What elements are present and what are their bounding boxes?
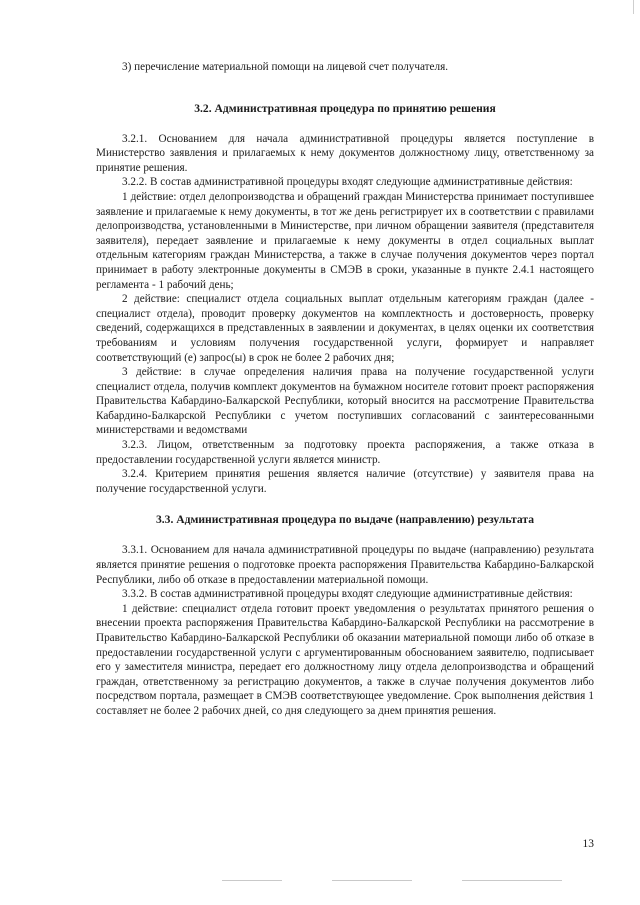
footer-rule-center	[332, 880, 412, 881]
paragraph-3-3-2: 3.3.2. В состав административной процедуры входят следующие административные действия:	[122, 588, 573, 601]
paragraph-3-2-2: 3.2.2. В состав административной процедуры входят следующие административные действия:	[122, 176, 573, 189]
footer-rule-right	[462, 880, 562, 881]
paragraph-3-3-action-1: 1 действие: специалист отдела готовит проект уведомления о результатах принятого решения о внесении проекта распоряжения Правительства Кабардино-Балкарской Республики на рассмотрение в Правительство Кабардино-Балкарской Республики об оказании материальной помощи либо об отказе в предоставлении государственной услуги с аргументированным обоснованием заявителю, подписывает его у заместителя министра, передает его должностному лицу отдела делопроизводства и обращений граждан, ответственному за регистрацию документов, а также в случае получения документов либо посредством портала, размещает в СМЭВ соответствующее уведомление. Срок выполнения действия 1 составляет не более 2 рабочих дней, со дня следующего за днем принятия решения.	[96, 602, 594, 717]
section-3-2-title: 3.2. Административная процедура по принятию решения	[194, 101, 496, 115]
section-3-3-title: 3.3. Административная процедура по выдаче (направлению) результата	[155, 513, 535, 527]
page-number: 13	[582, 838, 594, 850]
paragraph-3-2-4: 3.2.4. Критерием принятия решения является наличие (отсутствие) у заявителя права на получение государственной услуги.	[96, 468, 594, 495]
paragraph-3-2-1: 3.2.1. Основанием для начала административной процедуры является поступление в Министерство заявления и прилагаемых к нему документов должностному лицу, ответственному за принятие решения.	[96, 132, 594, 174]
paragraph-3-3-1: 3.3.1. Основанием для начала административной процедуры по выдаче (направлению) результата является принятие решения о подготовке проекта распоряжения Правительства Кабардино-Балкарской Республики, либо об отказе в предоставлении материальной помощи.	[96, 544, 594, 586]
document-body	[96, 60, 594, 719]
paragraph-action-2: 2 действие: специалист отдела социальных выплат отдельным категориям граждан (далее - специалист отдела), проводит проверку документов на комплектность и достоверность, проверку сведений, содержащихся в представленных в заявлении и документах, в целях оценки их соответствия требованиям и условиям получения государственной услуги, формирует и направляет соответствующий (е) запрос(ы) в срок не более 2 рабочих дня;	[96, 293, 594, 364]
paragraph-action-3: 3 действие: в случае определения наличия права на получение государственной услуги специалист отдела, получив комплект документов на бумажном носителе готовит проект распоряжения Правительства Кабардино-Балкарской Республики, который вносится на рассмотрение Правительства Кабардино-Балкарской Республики с учетом поступивших согласований с заинтересованными министерствами и ведомствами	[96, 366, 594, 437]
footer-rule-left	[222, 880, 282, 881]
intro-list-item: 3) перечисление материальной помощи на лицевой счет получателя.	[122, 61, 449, 73]
scan-edge-mark	[633, 0, 634, 14]
paragraph-action-1: 1 действие: отдел делопроизводства и обращений граждан Министерства принимает поступившее заявление и прилагаемые к нему документы, в тот же день регистрирует их в соответствии с правилами делопроизводства, установленными в Министерстве, при личном обращении заявителя (представителя заявителя), передает заявление и прилагаемые к нему документы в отдел социальных выплат отдельным категориям граждан Министерства, а также в случае получения документов через портал принимает в работу электронные документы в СМЭВ в сроки, указанные в пункте 2.4.1 настоящего регламента - 1 рабочий день;	[96, 190, 594, 291]
paragraph-3-2-3: 3.2.3. Лицом, ответственным за подготовку проекта распоряжения, а также отказа в предоставлении государственной услуги является министр.	[96, 439, 594, 466]
